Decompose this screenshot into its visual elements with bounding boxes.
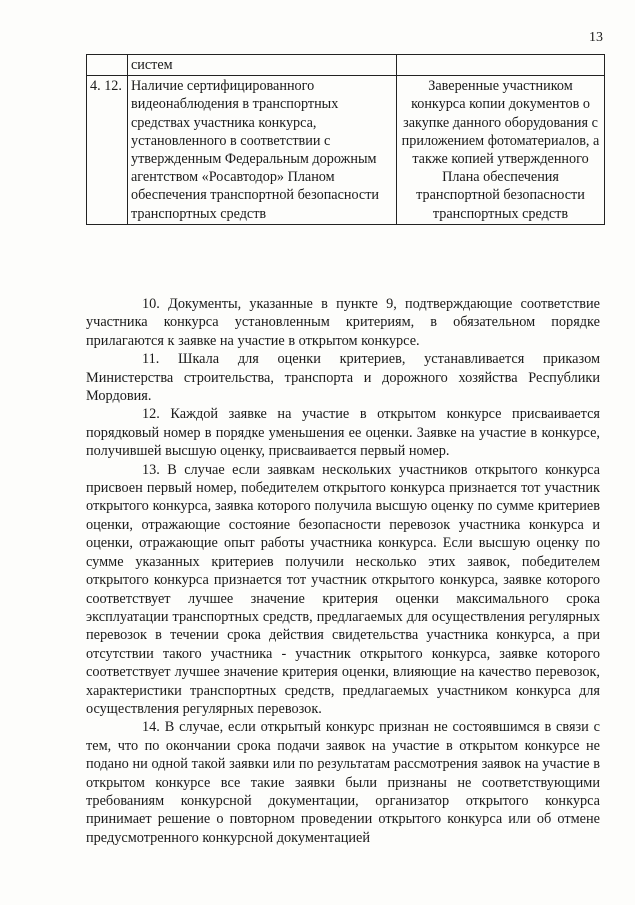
criterion-cell: Наличие сертифицированного видеонаблюдения в транспортных средствах участника конкурса, установленного в соответствии с утвержденным Федеральным дорожным агентством «Росавтодор» Планом обеспечения транспортной безопасности транспортных средств [128, 76, 397, 225]
table-row [87, 55, 605, 76]
paragraph-13: 13. В случае если заявкам нескольких участников открытого конкурса присвоен первый номер, победителем открытого конкурса признается тот участник открытого конкурса, заявка которого получила высшую оценку по сумме критериев оценки, отражающие состояние безопасности перевозок участника конкурса и оценки, отражающие опыт работы участника конкурса. Если высшую оценку по сумме указанных критериев получили несколько этих заявок, победителем открытого конкурса признается тот участник открытого конкурса, заявке которого соответствует лучшее значение критерия оценки максимального срока эксплуатации транспортных средств, предлагаемых для осуществления регулярных перевозок в течении срока действия свидетельства участника конкурса, а при отсутствии такого участника - участник открытого конкурса, заявке которого соответствует лучшее значение критерия оценки, влияющие на качество перевозок, характеристики транспортных средств, предлагаемых участником конкурса для осуществления регулярных перевозок. [86, 461, 600, 717]
body-text [86, 295, 600, 847]
page-number: 13 [589, 30, 603, 45]
paragraph-12: 12. Каждой заявке на участие в открытом конкурсе присваивается порядковый номер в порядке уменьшения ее оценки. Заявке на участие в конкурсе, получившей высшую оценку, присваивается первый номер. [86, 406, 600, 460]
paragraph-14: 14. В случае, если открытый конкурс признан не состоявшимся в связи с тем, что по окончании срока подачи заявок на участие в открытом конкурсе не подано ни одной такой заявки или по результатам рассмотрения заявок на участие в открытом конкурсе все такие заявки были признаны не соответствующими требованиям конкурсной документации, организатор открытого конкурса принимает решение о повторном проведении открытого конкурса или об отмене предусмотренного конкурсной документацией [86, 719, 600, 846]
paragraph-11: 11. Шкала для оценки критериев, устанавливается приказом Министерства строительства, транспорта и дорожного хозяйства Республики Мордовия. [86, 351, 600, 405]
criterion-cell: систем [128, 55, 397, 76]
table-row [87, 76, 605, 225]
row-number-cell [87, 55, 128, 76]
paragraph-10: 10. Документы, указанные в пункте 9, подтверждающие соответствие участника конкурса установленным критериям, в обязательном порядке прилагаются к заявке на участие в открытом конкурсе. [86, 296, 600, 349]
document-cell: Заверенные участником конкурса копии документов о закупке данного оборудования с приложением фотоматериалов, а также копией утвержденного Плана обеспечения транспортной безопасности транспортных средств [397, 76, 605, 225]
criteria-table [86, 54, 605, 225]
row-number-cell: 4. 12. [87, 76, 128, 225]
document-cell [397, 55, 605, 76]
